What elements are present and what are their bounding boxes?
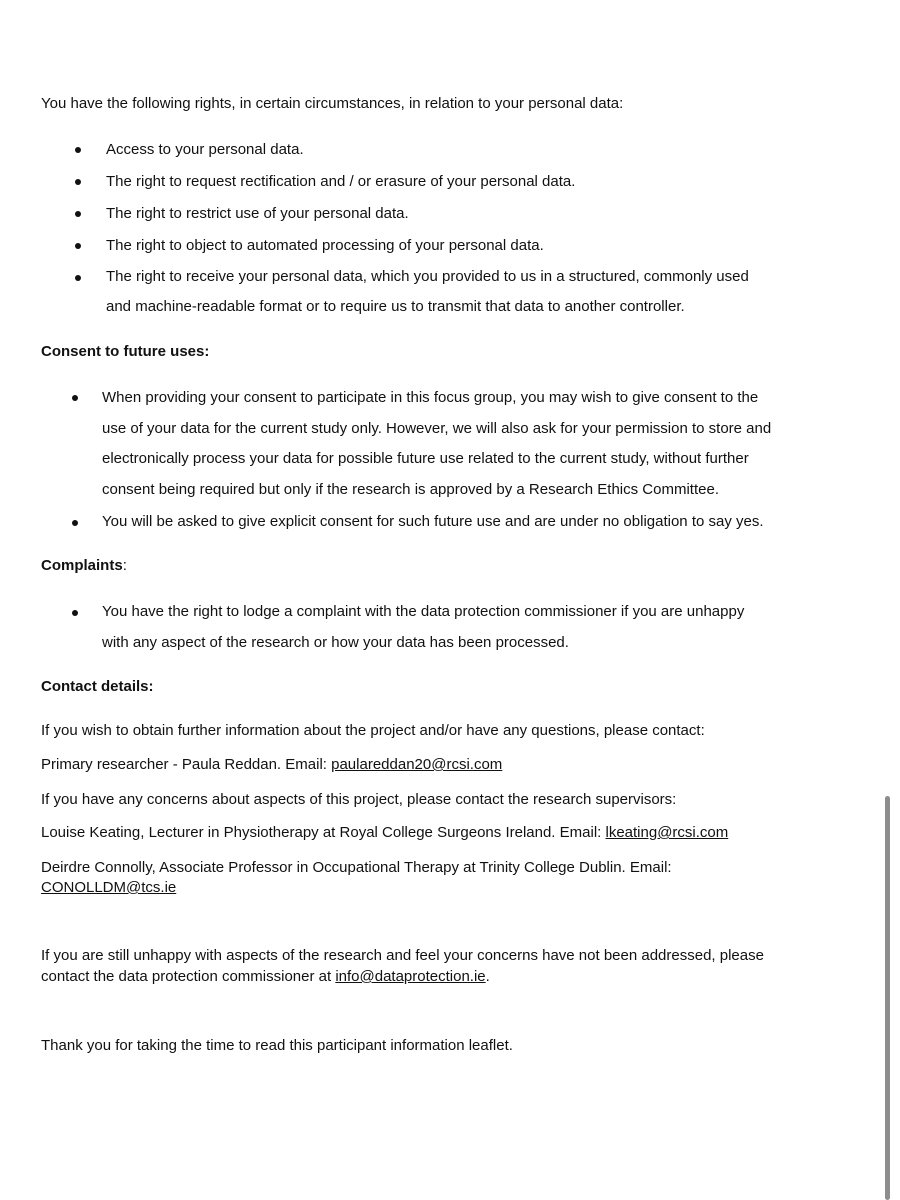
bullet-dot <box>72 395 78 401</box>
rights-item-continued: and machine-readable format or to require us to transmit that data to another controller. <box>106 298 685 315</box>
bullet-dot <box>72 520 78 526</box>
scrollbar-thumb[interactable] <box>885 796 890 1200</box>
bullet-dot <box>75 211 81 217</box>
primary-researcher <box>41 755 502 775</box>
unhappy-text: contact the data protection commissioner at <box>41 968 336 985</box>
consent-line: electronically process your data for possible future use related to the current study, without further <box>102 450 749 467</box>
connolly-email-line <box>41 878 176 898</box>
rights-item: Access to your personal data. <box>106 141 304 158</box>
keating-text: Louise Keating, Lecturer in Physiotherapy at Royal College Surgeons Ireland. Email: <box>41 824 606 841</box>
unhappy-line-1: If you are still unhappy with aspects of the research and feel your concerns have not been addressed, please <box>41 947 764 964</box>
keating-email-link[interactable]: lkeating@rcsi.com <box>605 824 729 841</box>
primary-researcher-text: Primary researcher - Paula Reddan. Email: <box>41 756 332 773</box>
supervisor-keating <box>41 823 728 843</box>
unhappy-period: . <box>485 968 490 985</box>
bullet-dot <box>75 179 81 185</box>
concerns-text: If you have any concerns about aspects of this project, please contact the research supervisors: <box>41 791 677 808</box>
complaints-heading-colon: : <box>122 557 127 574</box>
complaints-heading-line <box>41 556 127 576</box>
bullet-dot <box>75 275 81 281</box>
bullet-dot <box>75 243 81 249</box>
consent-line: consent being required but only if the research is approved by a Research Ethics Committee. <box>102 481 719 498</box>
unhappy-line-2 <box>41 967 490 987</box>
connolly-email-link[interactable]: CONOLLDM@tcs.ie <box>41 879 177 896</box>
rights-item: The right to request rectification and / or erasure of your personal data. <box>106 173 576 190</box>
rights-item: The right to receive your personal data, which you provided to us in a structured, commonly used <box>106 268 749 285</box>
complaints-heading: Complaints <box>41 557 123 574</box>
rights-item: The right to restrict use of your personal data. <box>106 205 409 222</box>
complaints-line: You have the right to lodge a complaint with the data protection commissioner if you are unhappy <box>102 603 745 620</box>
supervisor-connolly: Deirdre Connolly, Associate Professor in Occupational Therapy at Trinity College Dublin. Email: <box>41 859 672 876</box>
consent-heading: Consent to future uses: <box>41 343 210 360</box>
thank-you-text: Thank you for taking the time to read this participant information leaflet. <box>41 1037 513 1054</box>
dataprotection-email-link[interactable]: info@dataprotection.ie <box>335 968 486 985</box>
rights-intro: You have the following rights, in certain circumstances, in relation to your personal data: <box>41 95 624 112</box>
bullet-dot <box>75 147 81 153</box>
rights-item: The right to object to automated processing of your personal data. <box>106 237 544 254</box>
contact-intro: If you wish to obtain further information about the project and/or have any questions, please contact: <box>41 722 705 739</box>
consent-line: When providing your consent to participate in this focus group, you may wish to give consent to the <box>102 389 759 406</box>
bullet-dot <box>72 610 78 616</box>
consent-line: You will be asked to give explicit consent for such future use and are under no obligation to say yes. <box>102 513 764 530</box>
complaints-line: with any aspect of the research or how your data has been processed. <box>102 634 569 651</box>
consent-line: use of your data for the current study only. However, we will also ask for your permission to store and <box>102 420 772 437</box>
contact-heading: Contact details: <box>41 678 154 695</box>
primary-email-link[interactable]: paulareddan20@rcsi.com <box>331 756 503 773</box>
